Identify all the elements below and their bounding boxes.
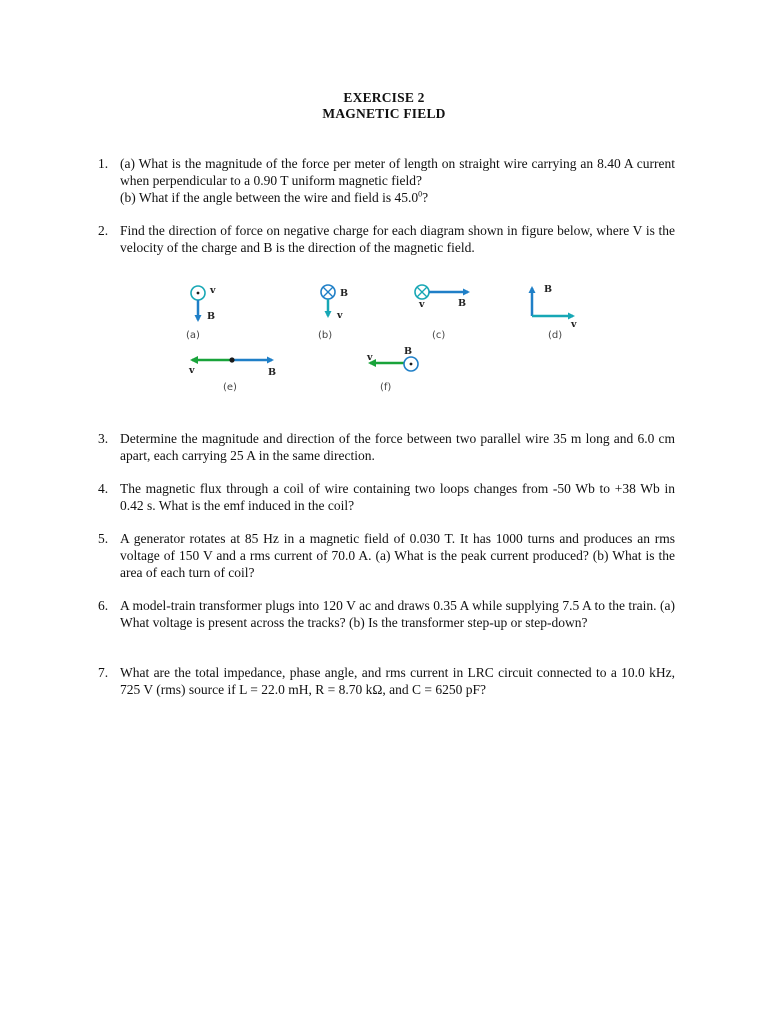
field-label: B [544,284,553,295]
panel-label: (e) [223,382,237,393]
question-body: A generator rotates at 85 Hz in a magnetic field of 0.030 T. It has 1000 turns and produces an rms voltage of 150 V and a rms current of 70.0 A. (a) What is the peak current produced? (b) What is the area of each turn of coil? [120,531,675,580]
velocity-label: v [419,299,425,310]
field-label: B [268,367,277,378]
velocity-label: v [337,310,343,321]
velocity-label: v [210,285,216,296]
panel-label: (c) [432,330,446,341]
velocity-label: v [189,365,195,376]
question-body: The magnetic flux through a coil of wire containing two loops changes from -50 Wb to +38 Wb in 0.42 s. What is the emf induced in the coil? [120,481,675,513]
question-body: Determine the magnitude and direction of the force between two parallel wire 35 m long and 6.0 cm apart, each carrying 25 A in the same direction. [120,431,675,463]
question-number: 2. [98,223,109,238]
panel-label: (f) [380,382,392,393]
question-body: A model-train transformer plugs into 120 V ac and draws 0.35 A while supplying 7.5 A to the train. (a) What voltage is present across the tracks? (b) Is the transformer step-up or step-down? [120,598,675,630]
field-label: B [340,288,349,299]
question-number: 1. [98,156,109,171]
question-number: 3. [98,431,109,446]
panel-d [532,284,577,341]
degree-superscript: 0 [418,189,423,199]
vector-diagram-figure [170,278,610,398]
velocity-label: v [367,352,373,363]
panel-b [318,285,348,341]
question-number: 6. [98,598,109,613]
question-body: Find the direction of force on negative charge for each diagram shown in figure below, where V is the velocity of the charge and B is the direction of the magnetic field. [120,223,675,255]
field-label: B [207,311,216,322]
question-number: 5. [98,531,109,546]
question-body [120,155,675,206]
field-label: B [404,346,413,357]
question-1a-text: (a) What is the magnitude of the force per meter of length on straight wire carrying an 8.40 A current when perpendicular to a 0.90 T uniform magnetic field? [120,156,675,188]
panel-label: (a) [186,330,200,341]
question-number: 4. [98,481,109,496]
panel-label: (b) [318,330,333,341]
panel-e [188,357,276,393]
page-title: EXERCISE 2 [343,90,425,105]
field-label: B [458,298,467,309]
question-number: 7. [98,665,109,680]
charge-dot [229,357,234,362]
panel-label: (d) [548,330,563,341]
panel-c [415,285,468,341]
question-body: What are the total impedance, phase angle, and rms current in LRC circuit connected to a 10.0 kHz, 725 V (rms) source if L = 22.0 mH, R = 8.70 kΩ, and C = 6250 pF? [120,665,675,697]
velocity-label: v [571,319,577,330]
panel-f [366,346,418,393]
question-1b-text: (b) What if the angle between the wire and field is 45.0$^0$? [120,189,429,205]
page-subtitle: MAGNETIC FIELD [322,106,446,121]
panel-a [186,285,216,341]
